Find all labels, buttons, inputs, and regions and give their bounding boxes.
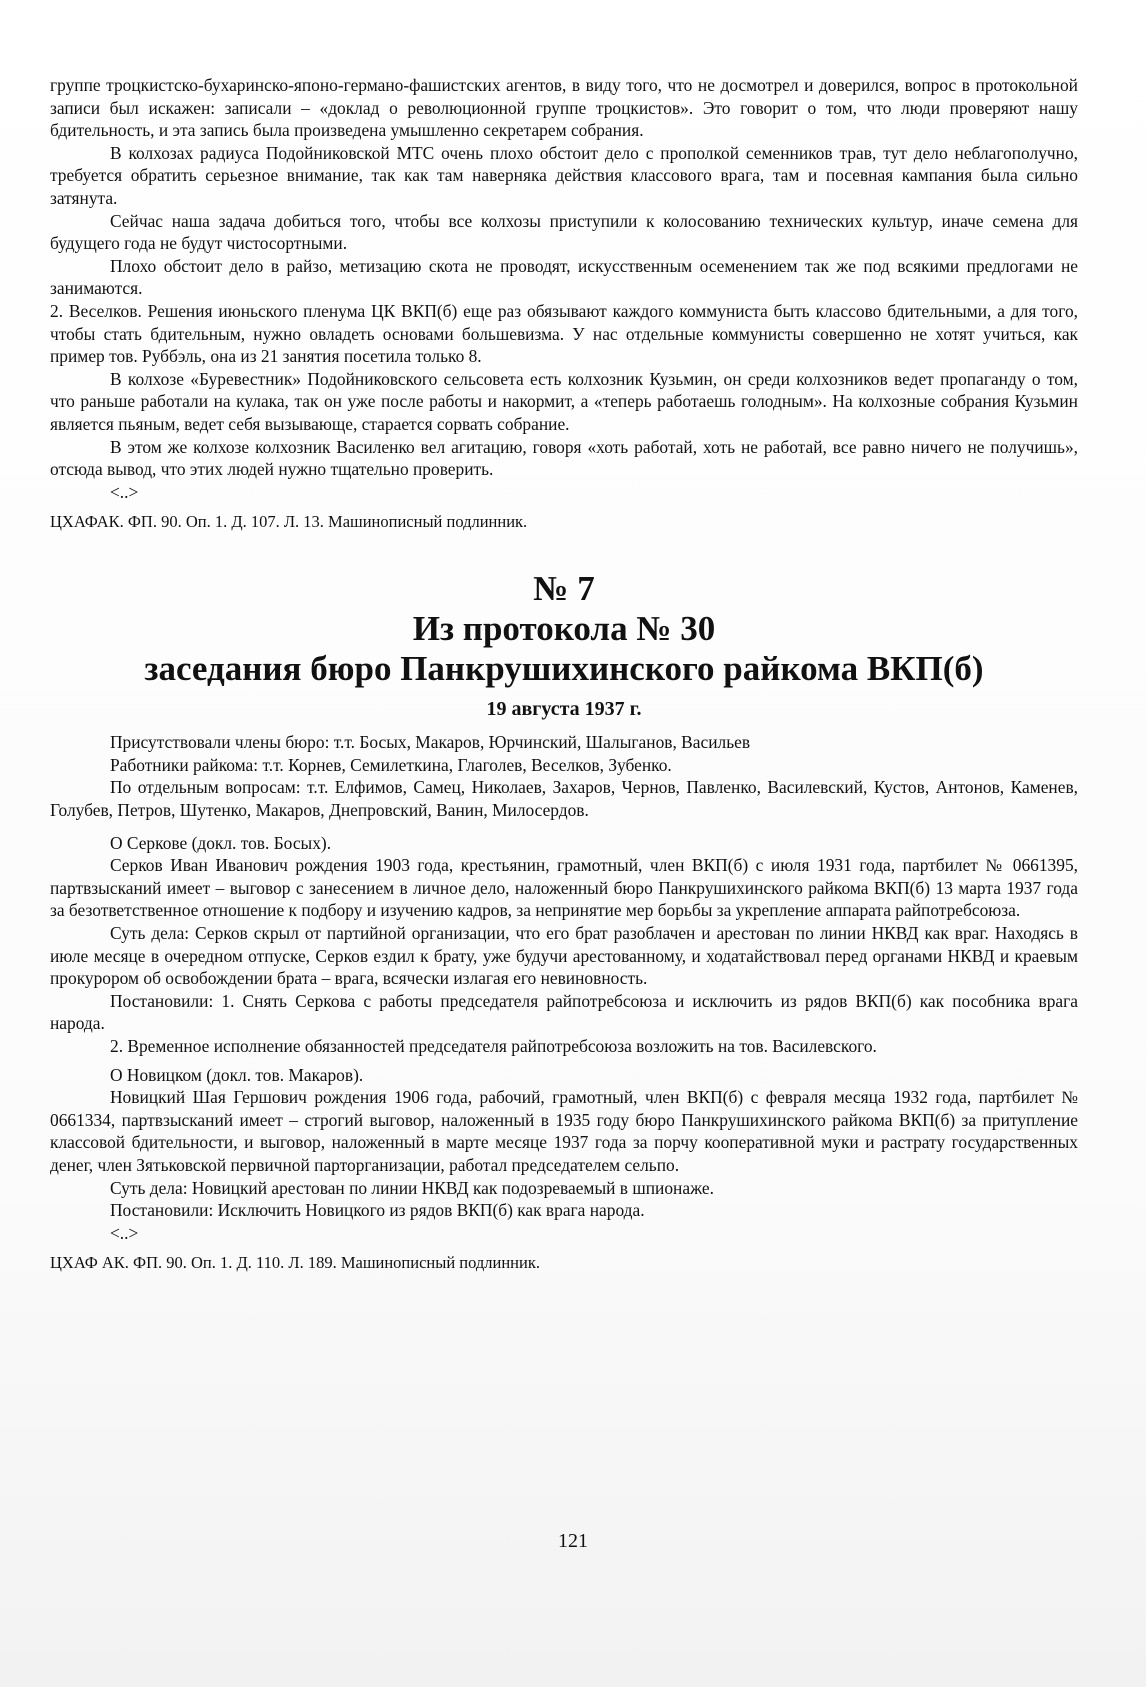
document-title-line-1: Из протокола № 30 [412, 609, 716, 649]
page-number: 121 [558, 1530, 588, 1552]
paragraph: Постановили: 1. Снять Серкова с работы председателя райпотребсоюза и исключить из рядов ВКП(б) как пособника врага народа. [50, 990, 1078, 1034]
previous-document-continuation [50, 74, 1078, 533]
paragraph: Плохо обстоит дело в райзо, метизацию скота не проводят, искусственным осеменением так же под всякими предлогами не занимаются. [50, 255, 1078, 299]
case-novitsky [50, 1064, 1078, 1275]
case-serkov [50, 832, 1078, 1058]
document-date: 19 августа 1937 г. [486, 698, 642, 721]
attendance-list [50, 731, 1078, 821]
document-number: № 7 [533, 569, 595, 609]
paragraph: Новицкий Шая Гершович рождения 1906 года, рабочий, грамотный, член ВКП(б) с февраля месяца 1932 года, партбилет № 0661334, партвзысканий имеет – строгий выговор, наложенный в 1935 году бюро Панкрушихинского райкома ВКП(б) за притупление классовой бдительности, и выговор, наложенный в марте месяце 1937 года за порчу кооперативной муки и растрату государственных денег, член Зятьковской первичной парторганизации, работал председателем сельпо. [50, 1087, 1078, 1175]
paragraph: Серков Иван Иванович рождения 1903 года, крестьянин, грамотный, член ВКП(б) с июля 1931 года, партбилет № 0661395, партвзысканий имеет – выговор с занесением в личное дело, наложенный бюро Панкрушихинского райкома ВКП(б) 13 марта 1937 года за безответственное отношение к подбору и изучению кадров, за непринятие мер борьбы за укрепление аппарата райпотребсоюза. [50, 855, 1078, 921]
document-title-line-2: заседания бюро Панкрушихинского райкома ВКП(б) [144, 649, 984, 689]
paragraph: 2. Веселков. Решения июньского пленума ЦК ВКП(б) еще раз обязывают каждого коммуниста быть классово бдительными, а для того, чтобы стать бдительным, нужно овладеть основами большевизма. У нас отдельные коммунисты совершенно не хотят учиться, как пример тов. Руббэль, она из 21 занятия посетила только 8. [50, 300, 1078, 367]
omission-mark: <..> [110, 1222, 139, 1243]
paragraph: В колхозе «Буревестник» Подойниковского сельсовета есть колхозник Кузьмин, он среди колхозников ведет пропаганду о том, что раньше работали на кулака, так он уже после работы и накормит, а «теперь работаешь голодным». На колхозные собрания Кузьмин является пьяным, ведет себя вызывающе, старается сорвать собрание. [50, 368, 1078, 434]
paragraph: 2. Временное исполнение обязанностей председателя райпотребсоюза возложить на тов. Василевского. [110, 1036, 877, 1056]
paragraph: Сейчас наша задача добиться того, чтобы все колхозы приступили к колосованию технических культур, иначе семена для будущего года не будут чистосортными. [50, 210, 1078, 254]
archive-source: ЦХАФАК. ФП. 90. Оп. 1. Д. 107. Л. 13. Машинописный подлинник. [50, 512, 528, 532]
archive-source: ЦХАФ АК. ФП. 90. Оп. 1. Д. 110. Л. 189. Машинописный подлинник. [50, 1253, 540, 1273]
paragraph: Суть дела: Серков скрыл от партийной организации, что его брат разоблачен и арестован по линии НКВД как враг. Находясь в июле месяце в очередном отпуске, Серков ездил к брату, уже будучи арестованному, и ходатайствовал перед органами НКВД и краевым прокурором об освобождении брата – врага, всячески излагая его невиновность. [50, 923, 1078, 989]
case-heading: О Новицком (докл. тов. Макаров). [110, 1064, 364, 1085]
paragraph: Постановили: Исключить Новицкого из рядов ВКП(б) как врага народа. [110, 1200, 645, 1221]
attendance-line: Присутствовали члены бюро: т.т. Босых, Макаров, Юрчинский, Шалыганов, Васильев [110, 732, 751, 753]
attendance-line: По отдельным вопросам: т.т. Елфимов, Самец, Николаев, Захаров, Чернов, Павленко, Василевский, Кустов, Антонов, Каменев, Голубев, Петров, Шутенко, Макаров, Днепровский, Ванин, Милосердов. [50, 777, 1078, 821]
paragraph: Суть дела: Новицкий арестован по линии НКВД как подозреваемый в шпионаже. [110, 1177, 714, 1198]
paragraph: В колхозах радиуса Подойниковской МТС очень плохо обстоит дело с прополкой семенников трав, тут дело неблагополучно, требуется обратить серьезное внимание, так как там наверняка действия классового врага, там и посевная кампания была сильно затянута. [50, 142, 1078, 208]
document-header [50, 569, 1078, 723]
omission-mark: <..> [110, 481, 139, 502]
case-heading: О Серкове (докл. тов. Босых). [110, 832, 332, 853]
paragraph: В этом же колхозе колхозник Василенко вел агитацию, говоря «хоть работай, хоть не работай, все равно ничего не получишь», отсюда вывод, что этих людей нужно тщательно проверить. [50, 436, 1078, 480]
paragraph: группе троцкистско-бухаринско-японо-германо-фашистских агентов, в виду того, что не досмотрел и доверился, вопрос в протокольной записи был искажен: записали – «доклад о революционной группе троцкистов». Это говорит о том, что люди проверяют нашу бдительность, и эта запись была произведена умышленно секретарем собрания. [50, 75, 1078, 141]
attendance-line: Работники райкома: т.т. Корнев, Семилеткина, Глаголев, Веселков, Зубенко. [110, 754, 672, 775]
